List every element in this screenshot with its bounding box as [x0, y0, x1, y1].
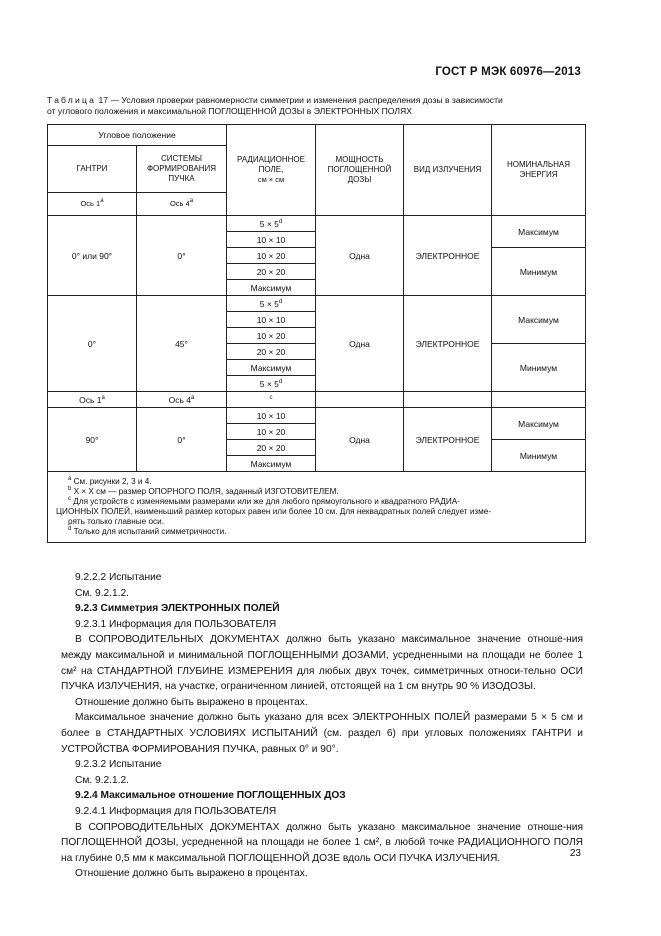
section-9-2-4-title: Максимальное отношение ПОГЛОЩЕННЫХ ДОЗ — [97, 790, 346, 802]
g3-beam: 0° — [137, 408, 227, 472]
footnote-c — [56, 497, 577, 527]
g3-energy-min: Минимум — [492, 440, 586, 472]
section-9-2-4-1: 9.2.4.1 Информация для ПОЛЬЗОВАТЕЛЯ — [75, 805, 277, 817]
g1-field3: 10 × 20 — [227, 248, 316, 264]
footnote-b-text: X × X см — размер ОПОРНОГО ПОЛЯ, заданный ИЗГОТОВИТЕЛЕМ. — [71, 487, 339, 496]
axis-row-field-mark: с — [269, 394, 273, 401]
g1-field5: Максимум — [227, 280, 316, 296]
g2-energy-max: Максимум — [492, 296, 586, 344]
g3-field4: Максимум — [227, 456, 316, 472]
g3-field2: 10 × 20 — [227, 424, 316, 440]
paragraph-percent-1: Отношение должно быть выражено в процентах. — [75, 696, 308, 708]
footnote-a-mark: а — [68, 476, 72, 482]
axis-row-field — [227, 392, 316, 408]
axis4-footnote-mark: а — [189, 198, 194, 204]
g3-gantry: 90° — [48, 408, 137, 472]
g1-field1 — [227, 216, 316, 232]
header-radiation-field-label: РАДИАЦИОННОЕ ПОЛЕ, — [237, 155, 305, 174]
g1-energy-min: Минимум — [492, 248, 586, 296]
g2-radiation-type: ЭЛЕКТРОННОЕ — [404, 296, 492, 392]
header-gantry: ГАНТРИ — [48, 146, 137, 193]
g3-field1: 10 × 10 — [227, 408, 316, 424]
header-axis1 — [48, 193, 137, 216]
section-9-2-3-heading — [75, 601, 583, 617]
g1-beam: 0° — [137, 216, 227, 296]
header-dose-rate: МОЩНОСТЬ ПОГЛОЩЕННОЙ ДОЗЫ — [316, 125, 404, 216]
g3-energy-max: Максимум — [492, 408, 586, 440]
g2-field2: 10 × 10 — [227, 312, 316, 328]
section-9-2-4-number: 9.2.4 — [75, 790, 98, 802]
section-9-2-2-2: 9.2.2.2 Испытание — [75, 572, 162, 583]
g2-field6-value: 5 × 5 — [259, 378, 279, 389]
section-9-2-3-number: 9.2.3 — [75, 603, 98, 615]
axis-row-axis4-mark: а — [191, 394, 195, 401]
footnote-c-text1: Для устройств с изменяемыми размерами или же для любого прямоугольного и квадратного РАДИА- — [71, 497, 460, 506]
footnote-d-text: Только для испытаний симметричности. — [71, 527, 227, 536]
page-number: 23 — [569, 848, 581, 859]
footnote-c-mark: с — [68, 496, 71, 502]
caption-label: Таблица — [47, 95, 97, 105]
paragraph-percent-2: Отношение должно быть выражено в процентах. — [75, 868, 308, 880]
header-nominal-energy: НОМИНАЛЬНАЯ ЭНЕРГИЯ — [492, 125, 586, 216]
footnote-d — [68, 527, 577, 537]
axis-row-axis1-mark: а — [101, 394, 105, 401]
axis-row-axis1 — [48, 392, 137, 408]
caption-text-line1: 17 — Условия проверки равномерности симметрии и изменения распределения дозы в зависимости — [96, 95, 503, 105]
section-9-2-3-1: 9.2.3.1 Информация для ПОЛЬЗОВАТЕЛЯ — [75, 618, 277, 630]
g2-beam: 45° — [137, 296, 227, 392]
header-radiation-field — [227, 125, 316, 216]
axis-row-axis4 — [137, 392, 227, 408]
axis1-footnote-mark: а — [100, 198, 104, 204]
g1-field1-footnote-mark: d — [278, 218, 283, 225]
g2-field1-footnote-mark: d — [278, 298, 283, 305]
footnote-a — [68, 477, 577, 487]
section-9-2-3-title: Симметрия ЭЛЕКТРОННЫХ ПОЛЕЙ — [97, 603, 280, 615]
g2-field1-value: 5 × 5 — [259, 298, 279, 309]
g3-field3: 20 × 20 — [227, 440, 316, 456]
header-beam-system: СИСТЕМЫ ФОРМИРОВАНИЯ ПУЧКА — [137, 146, 227, 193]
g2-field5: Максимум — [227, 360, 316, 376]
g2-dose-rate: Одна — [316, 296, 404, 392]
footnote-c-text2: ЦИОННЫХ ПОЛЕЙ, наименьший размер которых равен или более 10 см. Для неквадратных полей следует изме- — [56, 507, 492, 516]
g1-radiation-type: ЭЛЕКТРОННОЕ — [404, 216, 492, 296]
g1-field2: 10 × 10 — [227, 232, 316, 248]
g2-field6-footnote-mark: d — [278, 378, 283, 385]
g3-dose-rate: Одна — [316, 408, 404, 472]
g1-gantry: 0° или 90° — [48, 216, 137, 296]
footnote-b-mark: b — [68, 486, 72, 492]
g2-field3: 10 × 20 — [227, 328, 316, 344]
axis-row-empty3 — [492, 392, 586, 408]
footnote-a-text: См. рисунки 2, 3 и 4. — [71, 477, 152, 486]
header-angular-position: Угловое положение — [48, 125, 227, 146]
axis4-label: Ось 4 — [169, 199, 190, 208]
ref-9-2-1-2-b: См. 9.2.1.2. — [75, 774, 130, 786]
g3-radiation-type: ЭЛЕКТРОННОЕ — [404, 408, 492, 472]
caption-text-line2: от углового положения и максимальной ПОГЛОЩЕННОЙ ДОЗЫ в ЭЛЕКТРОННЫХ ПОЛЯХ — [47, 106, 412, 116]
conditions-table — [47, 124, 586, 543]
g2-gantry: 0° — [48, 296, 137, 392]
document-standard-header: ГОСТ Р МЭК 60976—2013 — [435, 66, 581, 78]
axis-row-empty1 — [316, 392, 404, 408]
g1-energy-max: Максимум — [492, 216, 586, 248]
axis1-label: Ось 1 — [80, 199, 101, 208]
g2-energy-min: Минимум — [492, 344, 586, 392]
axis-row-axis4-label: Ось 4 — [168, 394, 192, 405]
header-radiation-type: ВИД ИЗЛУЧЕНИЯ — [404, 125, 492, 216]
section-9-2-3-2: 9.2.3.2 Испытание — [75, 759, 162, 771]
g1-field1-value: 5 × 5 — [259, 218, 279, 229]
ref-9-2-1-2-a: См. 9.2.1.2. — [75, 587, 130, 599]
paragraph-symmetry-info: В СОПРОВОДИТЕЛЬНЫХ ДОКУМЕНТАХ должно быть указано максимальное значение отноше-ния между максимальной и минимальной ПОГЛОЩЕННЫМИ ДОЗАМИ, усредненными на площади не более 1 см² на СТАНДАРТНОЙ ГЛУБИНЕ ИЗМЕРЕНИЯ для любых двух точек, симметричных относи-тельно ОСИ ПУЧКА ИЗЛУЧЕНИЯ, на участке, ограниченном линией, отстоящей на 1 см внутрь 90 % ИЗОДОЗЫ. — [61, 634, 583, 693]
footnote-b — [68, 487, 577, 497]
axis-row-empty2 — [404, 392, 492, 408]
table-caption — [47, 95, 587, 117]
g1-field4: 20 × 20 — [227, 264, 316, 280]
body-text — [61, 570, 583, 882]
table-footnotes — [48, 472, 586, 543]
paragraph-max-value: Максимальное значение должно быть указано для всех ЭЛЕКТРОННЫХ ПОЛЕЙ размерами 5 × 5 см и более в СТАНДАРТНЫХ УСЛОВИЯХ ИСПЫТАНИЙ (см. раздел 6) при угловых положениях ГАНТРИ и УСТРОЙСТВА ФОРМИРОВАНИЯ ПУЧКА, равных 0° и 90°. — [61, 712, 583, 755]
g2-field4: 20 × 20 — [227, 344, 316, 360]
g2-field6 — [227, 376, 316, 392]
header-axis4 — [137, 193, 227, 216]
g2-field1 — [227, 296, 316, 312]
footnote-d-mark: d — [68, 526, 72, 532]
footnote-c-text3: рять только главные оси. — [68, 517, 164, 526]
g1-dose-rate: Одна — [316, 216, 404, 296]
paragraph-dose-ratio-info: В СОПРОВОДИТЕЛЬНЫХ ДОКУМЕНТАХ должно быть указано максимальное значение отноше-ния ПОГЛОЩЕННОЙ ДОЗЫ, усредненной на площади не более 1 см², в любой точке РАДИАЦИОННОГО ПОЛЯ на глубине 0,5 мм к максимальной ПОГЛОЩЕННОЙ ДОЗЕ вдоль ОСИ ПУЧКА ИЗЛУЧЕНИЯ. — [61, 821, 583, 864]
header-radiation-field-unit: см × см — [257, 175, 285, 184]
axis-row-axis1-label: Ось 1 — [79, 394, 102, 405]
section-9-2-4-heading — [75, 788, 583, 804]
